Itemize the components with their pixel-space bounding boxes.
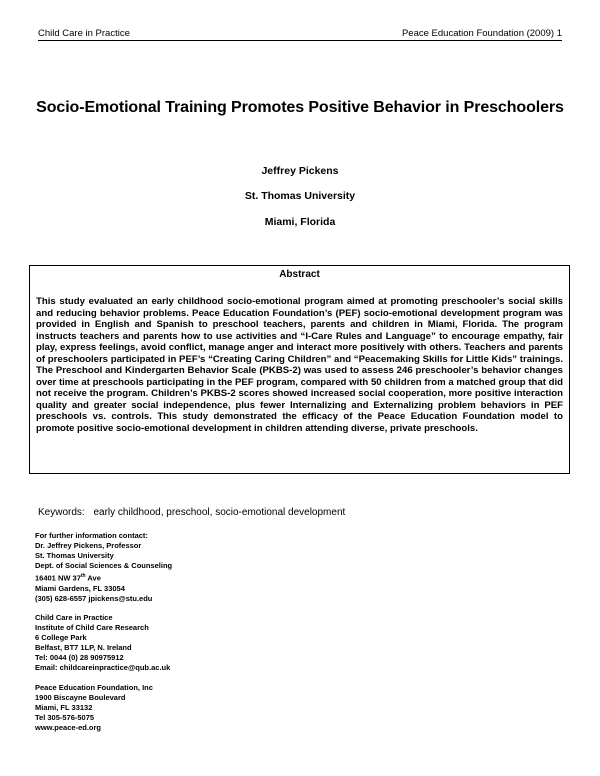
abstract-heading: Abstract [279, 269, 320, 280]
contact-line: For further information contact: [35, 531, 148, 540]
contact-line: St. Thomas University [35, 551, 114, 561]
author-affiliation: St. Thomas University [244, 190, 356, 202]
author-contact-block [35, 531, 172, 604]
contact-line: 1900 Biscayne Boulevard [35, 693, 126, 703]
contact-line: Tel 305-576-5075 [35, 713, 95, 723]
journal-contact-block [35, 613, 170, 674]
contact-line: Belfast, BT7 1LP, N. Ireland [35, 643, 132, 653]
keywords-value: early childhood, preschool, socio-emotional development [93, 507, 346, 518]
header-citation: Peace Education Foundation (2009) 1 [401, 28, 562, 39]
contact-line: Institute of Child Care Research [35, 623, 149, 633]
journal-name: Child Care in Practice [38, 28, 130, 39]
contact-line: 6 College Park [35, 633, 87, 643]
street-suffix: Ave [85, 573, 101, 583]
street-number: 16401 NW 37 [35, 573, 81, 583]
keywords-label: Keywords: [38, 507, 85, 518]
contact-line: Child Care in Practice [35, 613, 113, 622]
contact-line: Peace Education Foundation, Inc [35, 683, 153, 692]
foundation-contact-block [35, 683, 153, 733]
author-location: Miami, Florida [264, 216, 336, 228]
contact-line: Tel: 0044 (0) 28 90975912 [35, 653, 124, 663]
contact-line: Dr. Jeffrey Pickens, Professor [35, 541, 142, 551]
abstract-text: This study evaluated an early childhood socio-emotional program aimed at promoting preschooler’s social skills and reducing behavior problems. Peace Education Foundation’s (PEF) socio-emotional development program was provided in English and Spanish to preschool teachers, parents and children in Miami, Florida. The program instructs teachers and parents how to use activities and “I-Care Rules and Language” to encourage empathy, fair play, express feelings, avoid conflict, manage anger and interact more positively with others. Teachers and parents of preschoolers participated in PEF’s “Creating Caring Children” and “Peacemaking Skills for Little Kids” trainings. The Preschool and Kindergarten Behavior Scale (PKBS-2) was used to assess 246 preschooler’s behavior changes over time at preschools participating in the PEF program, compared with 50 children from a matched group that did not receive the program. Children’s PKBS-2 scores showed increased social cooperation, more positive interaction quality and greater social independence, plus fewer Internalizing and Externalizing problem behaviors in PEF preschools vs. controls. This study demonstrated the efficacy of the Peace Education Foundation model to promote positive socio-emotional development in children attending diverse, private preschools. [36, 296, 563, 435]
contact-line: Dept. of Social Sciences & Counseling [35, 561, 173, 571]
contact-line: www.peace-ed.org [35, 723, 101, 733]
abstract-box [29, 265, 570, 474]
keywords [38, 507, 345, 518]
contact-line: Miami Gardens, FL 33054 [35, 583, 125, 593]
ordinal-suffix: th [80, 573, 86, 580]
contact-line: Email: childcareinpractice@qub.ac.uk [35, 663, 171, 673]
running-header [38, 28, 562, 41]
paper-title: Socio-Emotional Training Promotes Positive Behavior in Preschoolers [36, 99, 564, 116]
contact-line: (305) 628-6557 jpickens@stu.edu [35, 594, 153, 604]
author-name: Jeffrey Pickens [261, 165, 339, 177]
contact-line: Miami, FL 33132 [35, 703, 93, 713]
contact-address-line [35, 571, 172, 584]
